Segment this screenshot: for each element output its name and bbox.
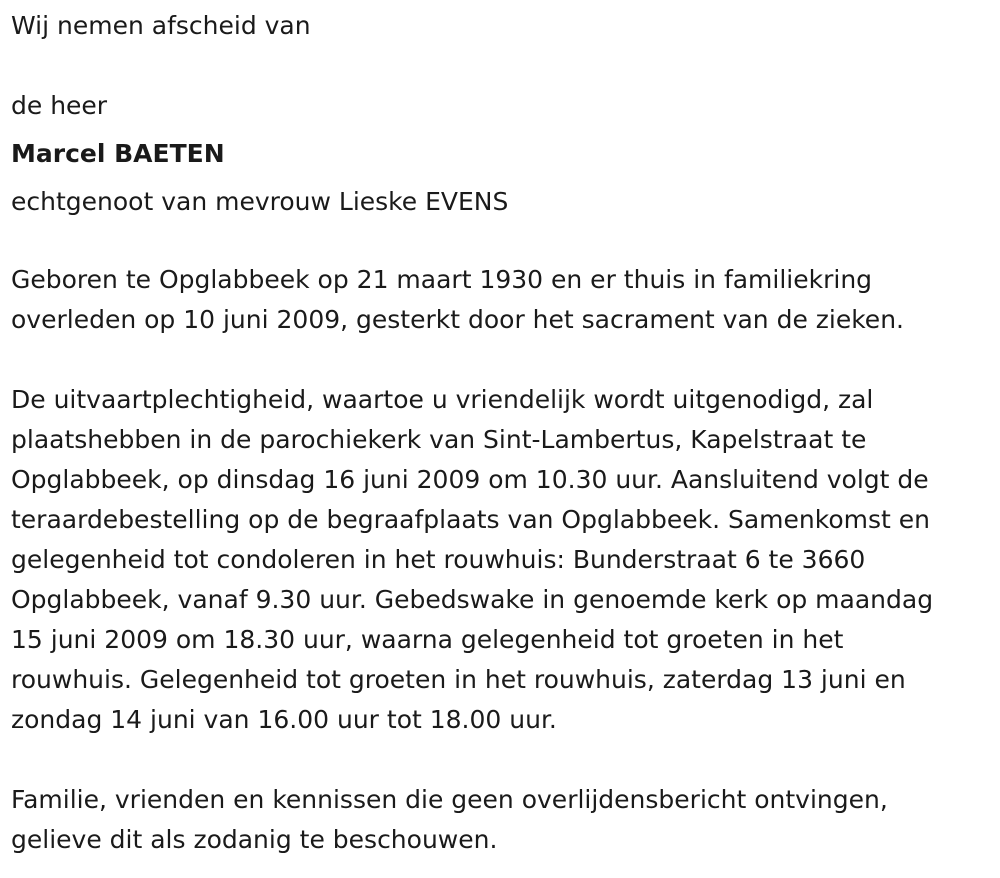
- funeral-line: zondag 14 juni van 16.00 uur tot 18.00 uur.: [11, 705, 557, 734]
- funeral-line: Opglabbeek, vanaf 9.30 uur. Gebedswake in genoemde kerk op maandag: [11, 585, 934, 614]
- birth-line: Geboren te Opglabbeek op 21 maart 1930 en er thuis in familiekring: [11, 265, 873, 294]
- salutation-text: de heer: [11, 91, 108, 120]
- funeral-line: Opglabbeek, op dinsdag 16 juni 2009 om 10.30 uur. Aansluitend volgt de: [11, 465, 929, 494]
- funeral-line: plaatshebben in de parochiekerk van Sint-Lambertus, Kapelstraat te: [11, 425, 867, 454]
- closing-line: Familie, vrienden en kennissen die geen overlijdensbericht ontvingen,: [11, 785, 888, 814]
- obituary-notice: [11, 0, 996, 860]
- birth-paragraph: [11, 260, 996, 340]
- funeral-line: rouwhuis. Gelegenheid tot groeten in het rouwhuis, zaterdag 13 juni en: [11, 665, 906, 694]
- deceased-name: Marcel BAETEN: [11, 139, 225, 168]
- spouse-text: echtgenoot van mevrouw Lieske EVENS: [11, 187, 509, 216]
- funeral-line: 15 juni 2009 om 18.30 uur, waarna gelegenheid tot groeten in het: [11, 625, 844, 654]
- intro-text: Wij nemen afscheid van: [11, 11, 311, 40]
- funeral-line: De uitvaartplechtigheid, waartoe u vriendelijk wordt uitgenodigd, zal: [11, 385, 874, 414]
- birth-line: overleden op 10 juni 2009, gesterkt door het sacrament van de zieken.: [11, 305, 904, 334]
- funeral-line: teraardebestelling op de begraafplaats van Opglabbeek. Samenkomst en: [11, 505, 930, 534]
- closing-paragraph: [11, 780, 996, 860]
- funeral-line: gelegenheid tot condoleren in het rouwhuis: Bunderstraat 6 te 3660: [11, 545, 866, 574]
- closing-line: gelieve dit als zodanig te beschouwen.: [11, 825, 498, 854]
- funeral-paragraph: [11, 380, 996, 740]
